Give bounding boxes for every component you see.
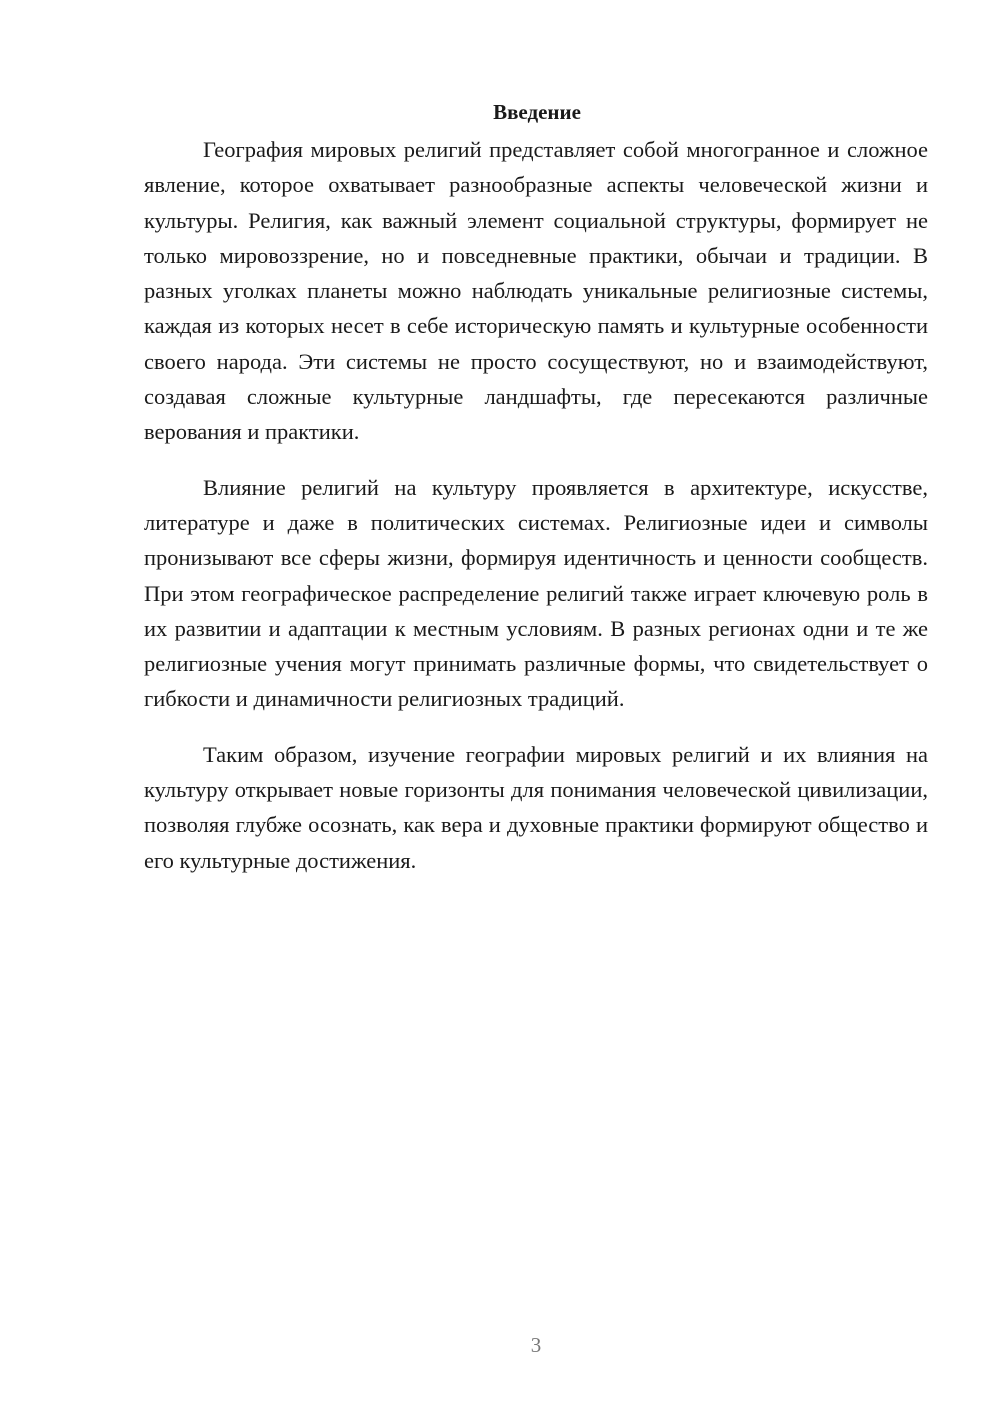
paragraph-1: География мировых религий представляет собой многогранное и сложное явление, которое охватывает разнообразные аспекты человеческой жизни и культуры. Религия, как важный элемент социальной структуры, формирует не только мировоззрение, но и повседневные практики, обычаи и традиции. В разных уголках планеты можно наблюдать уникальные религиозные системы, каждая из которых несет в себе историческую память и культурные особенности своего народа. Эти системы не просто сосуществуют, но и взаимодействуют, создавая сложные культурные ландшафты, где пересекаются различные верования и практики. <box>144 137 928 445</box>
page-content <box>144 98 928 878</box>
paragraph-3: Таким образом, изучение географии мировых религий и их влияния на культуру открывает новые горизонты для понимания человеческой цивилизации, позволяя глубже осознать, как вера и духовные практики формируют общество и его культурные достижения. <box>144 741 928 873</box>
paragraph-2: Влияние религий на культуру проявляется в архитектуре, искусстве, литературе и даже в политических системах. Религиозные идеи и символы пронизывают все сферы жизни, формируя идентичность и ценности сообществ. При этом географическое распределение религий также играет ключевую роль в их развитии и адаптации к местным условиям. В разных регионах одни и те же религиозные учения могут принимать различные формы, что свидетельствует о гибкости и динамичности религиозных традиций. <box>144 474 928 712</box>
page-number: 3 <box>530 1333 542 1357</box>
page-title: Введение <box>493 100 581 124</box>
